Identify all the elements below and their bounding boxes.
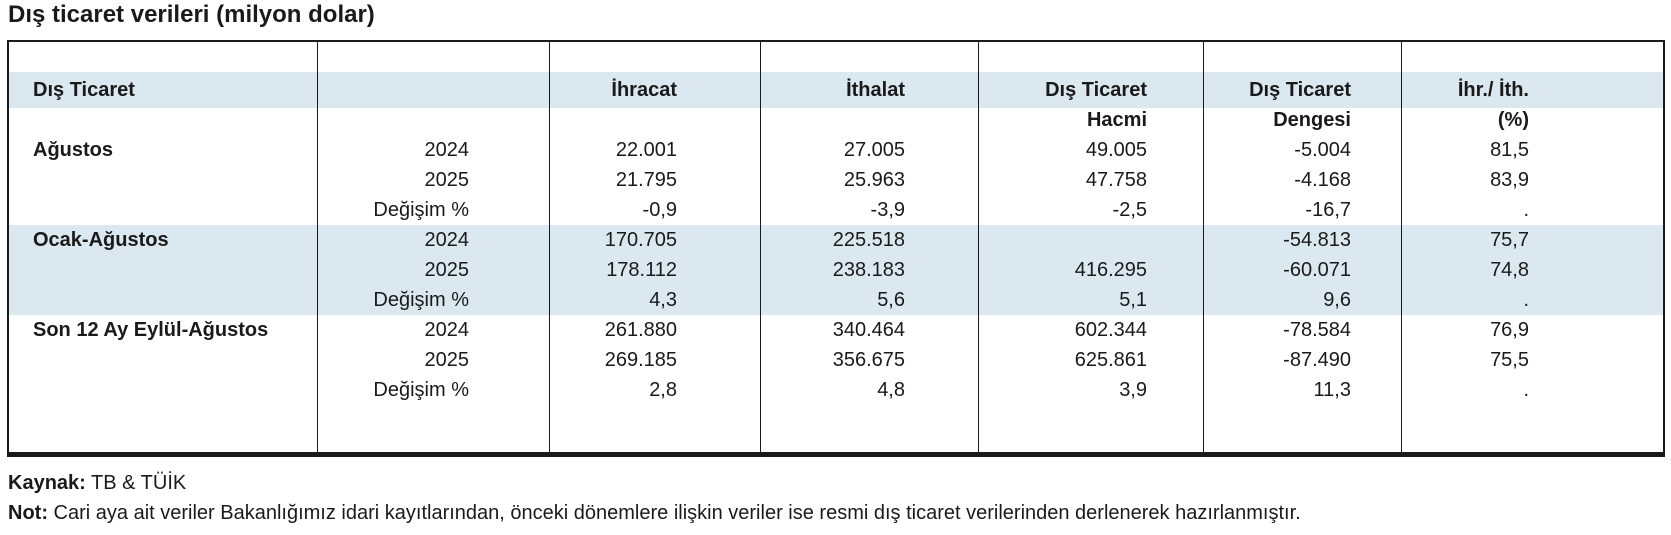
cell-ithalat: 5,6	[877, 289, 905, 311]
note-line	[8, 499, 1301, 527]
cell-hacim: 416.295	[1074, 259, 1147, 281]
cell-denge: -78.584	[1283, 319, 1351, 341]
cell-ithalat: 27.005	[843, 139, 905, 161]
cell-hacim: 625.861	[1074, 349, 1147, 371]
cell-oran: 75,7	[1490, 229, 1529, 251]
header-denge-line1: Dış Ticaret	[1249, 79, 1351, 101]
row-period: Değişim %	[373, 199, 469, 221]
cell-ihracat: 178.112	[606, 259, 677, 281]
cell-ithalat: -3,9	[870, 199, 905, 221]
cell-oran: 81,5	[1490, 139, 1529, 161]
cell-hacim	[978, 224, 1147, 256]
cell-denge: -87.490	[1283, 349, 1351, 371]
cell-hacim: -2,5	[1112, 199, 1147, 221]
row-group-label: Ağustos	[33, 139, 113, 161]
cell-denge: 9,6	[1323, 289, 1351, 311]
row-period: 2024	[424, 229, 469, 251]
row-period: 2025	[424, 259, 469, 281]
row-period: Değişim %	[373, 379, 469, 401]
source-text: TB & TÜİK	[85, 472, 187, 494]
cell-oran: .	[1523, 289, 1529, 311]
cell-hacim: 602.344	[1074, 319, 1147, 341]
cell-denge: -16,7	[1305, 199, 1351, 221]
cell-ithalat: 25.963	[843, 169, 905, 191]
cell-denge: -4.168	[1294, 169, 1351, 191]
row-group-label: Son 12 Ay Eylül-Ağustos	[33, 319, 269, 341]
cell-ihracat: 22.001	[615, 139, 677, 161]
cell-ithalat: 4,8	[877, 379, 905, 401]
cell-hacim: 3,9	[1119, 379, 1147, 401]
cell-ihracat: 170.705	[604, 229, 677, 251]
note-text: Cari aya ait veriler Bakanlığımız idari kayıtlarından, önceki dönemlere ilişkin veriler ise resmi dış ticaret verilerinden derlenerek hazırlanmıştır.	[47, 502, 1301, 524]
row-group-label	[33, 284, 313, 316]
cell-ithalat: 238.183	[832, 259, 905, 281]
row-group-label	[33, 344, 313, 376]
header-oran-line1: İhr./ İth.	[1457, 79, 1529, 101]
note-label: Not:	[8, 502, 48, 524]
cell-hacim: 47.758	[1085, 169, 1147, 191]
row-period: 2025	[424, 349, 469, 371]
header-hacim-line1: Dış Ticaret	[1045, 79, 1147, 101]
row-group-label: Ocak-Ağustos	[33, 229, 169, 251]
header-ihracat: İhracat	[611, 79, 677, 101]
cell-oran: .	[1523, 199, 1529, 221]
cell-ihracat: 21.795	[615, 169, 677, 191]
cell-denge: -60.071	[1283, 259, 1351, 281]
header-ithalat: İthalat	[846, 79, 905, 101]
row-period: 2025	[424, 169, 469, 191]
cell-denge: -5.004	[1294, 139, 1351, 161]
cell-ihracat: 4,3	[649, 289, 677, 311]
row-period: 2024	[424, 319, 469, 341]
cell-oran: 76,9	[1490, 319, 1529, 341]
cell-oran: .	[1523, 379, 1529, 401]
cell-ithalat: 225.518	[832, 229, 905, 251]
cell-ihracat: 261.880	[604, 319, 677, 341]
source-label: Kaynak:	[8, 472, 86, 494]
cell-hacim: 5,1	[1119, 289, 1147, 311]
cell-oran: 75,5	[1490, 349, 1529, 371]
cell-ihracat: 269.185	[604, 349, 677, 371]
cell-oran: 74,8	[1490, 259, 1529, 281]
page-title: Dış ticaret verileri (milyon dolar)	[8, 1, 375, 28]
bottom-rule	[7, 452, 1665, 457]
cell-ithalat: 340.464	[832, 319, 905, 341]
cell-oran: 83,9	[1490, 169, 1529, 191]
cell-hacim: 49.005	[1085, 139, 1147, 161]
cell-ihracat: -0,9	[642, 199, 677, 221]
row-group-label	[33, 164, 313, 196]
row-period: Değişim %	[373, 289, 469, 311]
source-line	[8, 469, 186, 497]
row-period: 2024	[424, 139, 469, 161]
cell-ithalat: 356.675	[832, 349, 905, 371]
header-denge-line2: Dengesi	[1273, 109, 1351, 131]
cell-ihracat: 2,8	[649, 379, 677, 401]
row-group-label	[33, 374, 313, 406]
header-hacim-line2: Hacmi	[1086, 109, 1147, 131]
row-group-label	[33, 254, 313, 286]
header-dis-ticaret: Dış Ticaret	[33, 79, 135, 101]
cell-denge: 11,3	[1313, 379, 1351, 401]
cell-denge: -54.813	[1283, 229, 1351, 251]
row-group-label	[33, 194, 313, 226]
header-oran-line2: (%)	[1497, 109, 1529, 131]
trade-table	[7, 40, 1665, 454]
